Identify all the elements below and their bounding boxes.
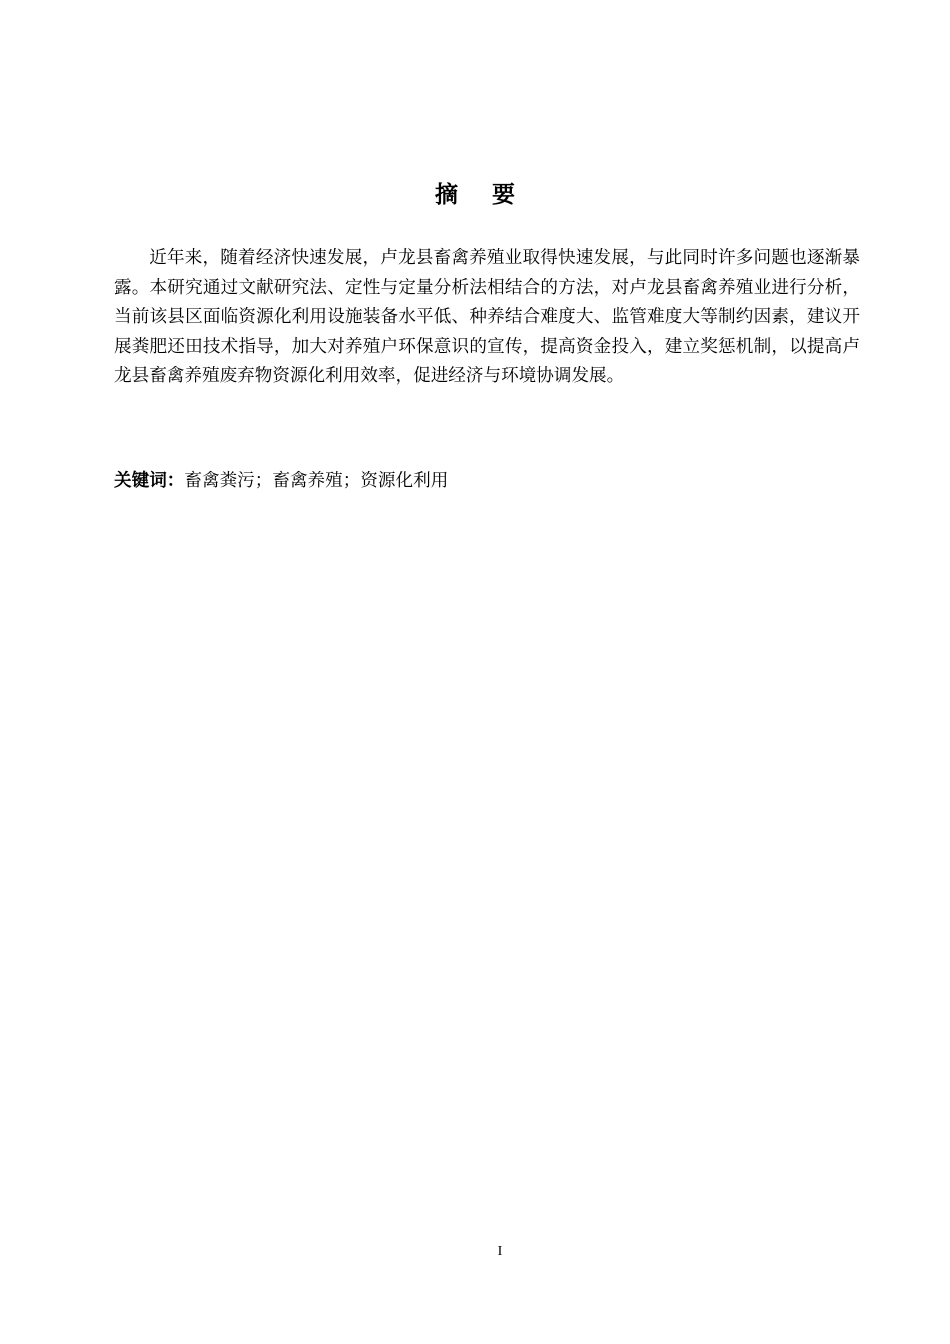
keywords-line: [114, 466, 860, 496]
keywords-text: 畜禽粪污；畜禽养殖；资源化利用: [184, 471, 449, 491]
page-number: I: [497, 1244, 503, 1259]
abstract-title: 摘要: [435, 182, 549, 208]
abstract-paragraph: 近年来，随着经济快速发展，卢龙县畜禽养殖业取得快速发展，与此同时许多问题也逐渐暴露。本研究通过文献研究法、定性与定量分析法相结合的方法，对卢龙县畜禽养殖业进行分析，当前该县区面临资源化利用设施装备水平低、种养结合难度大、监管难度大等制约因素，建议开展粪肥还田技术指导，加大对养殖户环保意识的宣传，提高资金投入，建立奖惩机制，以提高卢龙县畜禽养殖废弃物资源化利用效率，促进经济与环境协调发展。: [114, 248, 860, 386]
keywords-label: 关键词：: [114, 471, 185, 491]
